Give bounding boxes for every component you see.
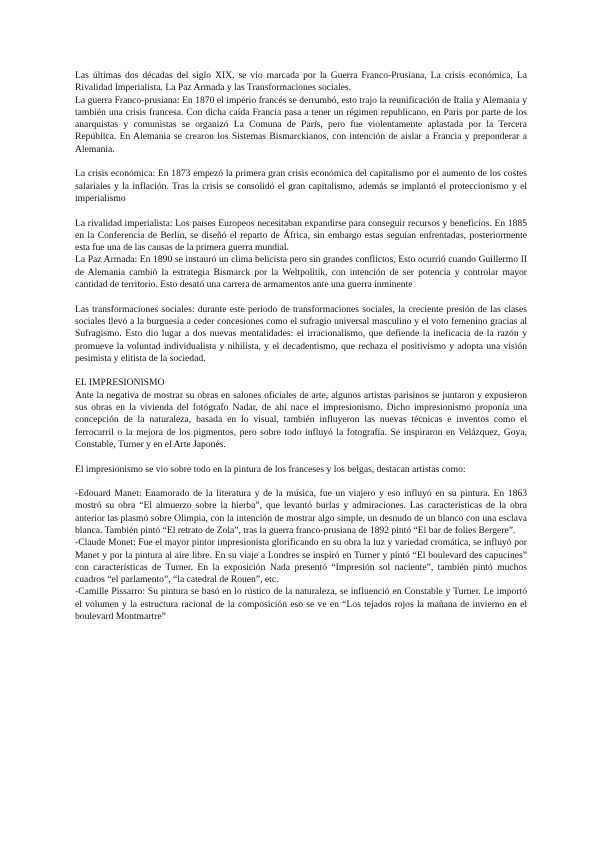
impresionismo-intro-paragraph: Ante la negativa de mostrar su obras en salones oficiales de arte, algunos artistas parisinos se juntaron y expusieron sus obras en la vivienda del fotógrafo Nadar, de ahí nace el impresionismo. Dicho impresionismo proponía una concepción de la naturaleza, basada en lo visual, también influyeron las nuevas técnicas e inventos como el ferrocarril o la mejora de los pigmentos, pero sobre todo influyó la fotografía. Se inspiraron en Velázquez, Goya, Constable, Turner y en el Arte Japonés. (75, 389, 527, 450)
impresionismo-pintura-paragraph: El impresionismo se vio sobre todo en la pintura de los franceses y los belgas, destacan artistas como: (75, 463, 466, 475)
section-title-impresionismo: EL IMPRESIONISMO (75, 377, 165, 389)
franco-prusiana-paragraph: La guerra Franco-prusiana: En 1870 el imperio francés se derrumbó, esto trajo la reunificación de Italia y Alemania y también una crisis francesa. Con dicha caída Francia pasa a tener un régimen republicano, en Paris por parte de los anarquistas y comunistas se organizó La Comuna de París, pero fue violentamente aplastada por la Tercera República. En Alemania se crearon los Sistemas Bismarckianos, con intención de aislar a Francia y preponderar a Alemania. (75, 94, 527, 155)
spacer (75, 205, 527, 217)
manet-paragraph: -Edouard Manet: Enamorado de la literatura y de la música, fue un viajero y eso influyó en su pintura. En 1863 mostró su obra “El almuerzo sobre la hierba”, que levantó burlas y admiraciones. Las características de la obra anterior las plasmó sobre Olimpia, con la intención de mostrar algo simple, un desnudo de un blanco con una esclava blanca. También pintó “El retrato de Zola”, tras la guerra franco-prusiana de 1892 pintó “El bar de folies Bergere”. (75, 488, 527, 536)
spacer (75, 476, 527, 488)
document-page (75, 70, 527, 623)
spacer (75, 291, 527, 303)
crisis-economica-paragraph: La crisis económica: En 1873 empezó la primera gran crisis económica del capitalismo por el aumento de los costes salariales y la inflación. Tras la crisis se consolidó el gran capitalismo, además se implantó el proteccionismo y el imperialismo (75, 168, 527, 204)
paz-armada-paragraph: La Paz Armada: En 1890 se instauró un clima belicista pero sin grandes conflictos, Esto ocurrió cuando Guillermo II de Alemania cambió la estrategia Bismarck por la Weltpolitik, con intención de ser potencia y controlar mayor cantidad de territorio. Esto desató una carrera de armamentos ante una guerra inminente (75, 254, 527, 291)
intro-paragraph: Las últimas dos décadas del siglo XIX, se vio marcada por la Guerra Franco-Prusiana, La crisis económica, La Rivalidad Imperialista, La Paz Armada y las Transformaciones sociales. (75, 70, 527, 94)
rivalidad-imperialista-paragraph: La rivalidad imperialista: Los países Europeos necesitaban expandirse para conseguir recursos y beneficios. En 1885 en la Conferencia de Berlín, se diseñó el reparto de África, sin embargo estas seguían enfrentadas, posteriormente esta fue una de las causas de la primera guerra mundial. (75, 217, 527, 254)
spacer (75, 156, 527, 168)
spacer (75, 451, 527, 463)
monet-paragraph: -Claude Monet: Fue el mayor pintor impresionista glorificando en su obra la luz y variedad cromática, se influyó por Manet y por la pintura al aire libre. En su viaje a Londres se inspiró en Turner y pintó “El boulevard des capucines” con características de Turner. En la exposición Nada presentó “Impresión sol naciente”, también pintó muchos cuadros “el parlamento”, “la catedral de Rouen”, etc. (75, 537, 527, 586)
spacer (75, 365, 527, 377)
pissarro-paragraph: -Camille Pissarro: Su pintura se basó en lo rústico de la naturaleza, se influenció en Constable y Turner. Le importó el volumen y la estructura racional de la composición eso se ve en “Los tejados rojos la mañana de invierno en el boulevard Montmartre” (75, 586, 527, 623)
transformaciones-paragraph: Las transformaciones sociales: durante este periodo de transformaciones sociales, la creciente presión de las clases sociales llevó a la burguesía a ceder concesiones como el sufragio universal masculino y el voto femenino gracias al Sufragismo. Esto dio lugar a dos nuevas mentalidades: el irracionalismo, que defiende la ineficacia de la razón y promueve la voluntad individualista y nihilista, y el decadentismo, que rechaza el positivismo y adopta una visión pesimista y elitista de la sociedad. (75, 303, 527, 364)
